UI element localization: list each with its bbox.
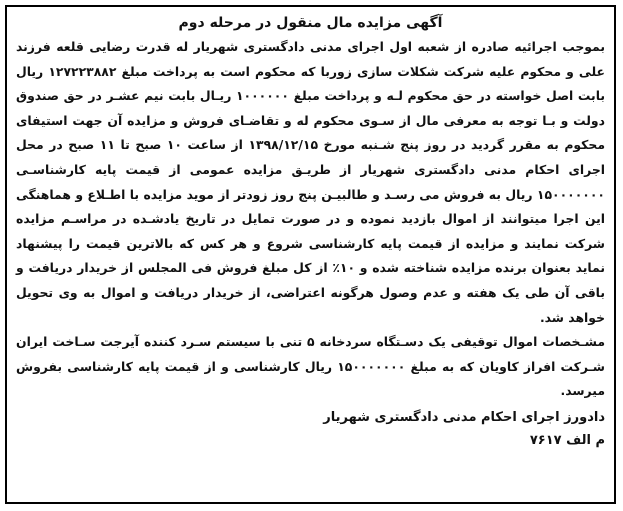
auction-notice (5, 5, 616, 504)
notice-body (16, 35, 605, 404)
notice-signature: دادورز اجرای احکام مدنی دادگستری شهریار (323, 409, 605, 425)
notice-paragraph-main: بموجب اجرائیه صادره از شعبه اول اجرای مدنی دادگستری شهریار له قدرت رضایی قلعه فرزند علی و محکوم علیه شرکت شکلات سازی زوربا که محکوم است به پرداخت مبلغ ۱۲۷۲۲۳۸۸۲ ریال بابت اصل خواسته در حق محکوم لـه و پرداخت مبلغ ۱۰۰۰۰۰۰ ریـال بابت نیم عشـر در حق صندوق دولت و بـا توجه به معرفی مال از سـوی محکوم له و تقاضـای فروش و مزایده آن جهت استیفای محکوم به مقرر گردید در روز پنج شـنبه مورخ ۱۳۹۸/۱۲/۱۵ از ساعت ۱۰ صبح تا ۱۱ صبح در محل اجرای احکام مدنی دادگستری شهریار از طریـق مزایده عمومی از قیمت پایه کارشناسـی ۱۵۰۰۰۰۰۰۰ ریال به فروش می رسـد و طالبیـن پنج روز زودتر از موید مزایده با اطـلاع و هماهنگی این اجرا میتوانند از اموال بازدید نموده و در صورت تمایل در تاریخ یادشـده در مراسـم مزایده شرکت نمایند و مزایده از قیمت پایه کارشناسی شروع و هر کس که بالاترین قیمت را پیشنهاد نماید بعنوان برنده مزایده شناخته شده و ۱۰٪ از کل مبلغ فروش فی المجلس از خریدار دریافت و باقی آن طی یک هفته و عدم وصول هرگونه اعتراضی، از خریدار دریافت و اموال به وی تحویل خواهد شد. (16, 39, 606, 325)
notice-paragraph-property: مشـخصات اموال توقیفی یک دسـتگاه سردخانه ۵ تنی با سیستم سـرد کننده آیرجت سـاخت ایران شـرکت افراز کاویان که به مبلغ ۱۵۰۰۰۰۰۰۰ ریال کارشناسی و از قیمت پایه کارشناسی بفروش میرسد. (16, 334, 605, 399)
notice-title: آگهی مزایده مال منقول در مرحله دوم (178, 15, 443, 31)
notice-reference: م الف ۷۶۱۷ (529, 432, 605, 448)
